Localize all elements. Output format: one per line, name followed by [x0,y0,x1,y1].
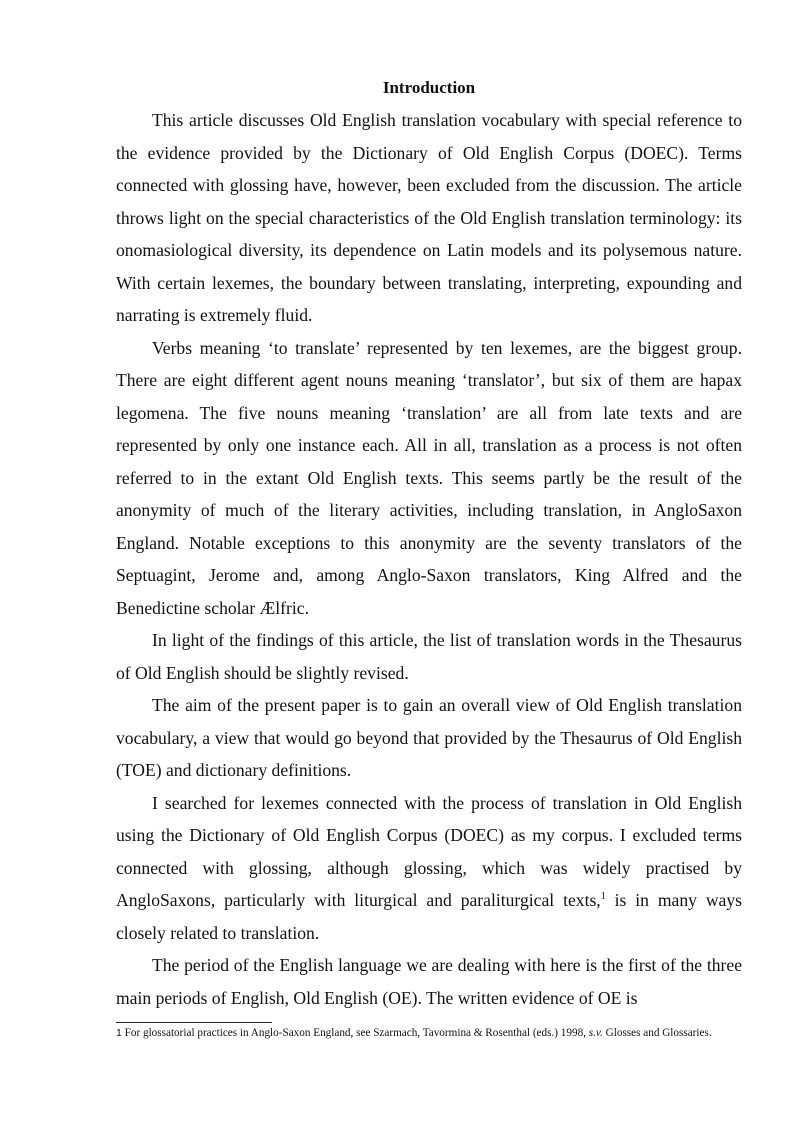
footnote-text-end: Glosses and Glossaries. [602,1027,712,1039]
paragraph-2: Verbs meaning ‘to translate’ represented by ten lexemes, are the biggest group. There are eight different agent nouns meaning ‘translator’, but six of them are hapax legomena. The five nouns meaning ‘translation’ are all from late texts and are represented by only one instance each. All in all, translation as a process is not often referred to in the extant Old English texts. This seems partly be the result of the anonymity of much of the literary activities, including translation, in AngloSaxon England. Notable exceptions to this anonymity are the seventy translators of the Septuagint, Jerome and, among Anglo-Saxon translators, King Alfred and the Benedictine scholar Ælfric. [116,337,742,618]
paragraph-3: In light of the findings of this article, the list of translation words in the Thesaurus of Old English should be slightly revised. [116,630,742,683]
footnote-text: For glossatorial practices in Anglo-Saxon England, see Szarmach, Tavormina & Rosenthal (eds.) 1998, [121,1027,589,1039]
footnote-reference[interactable]: 1 [600,891,606,903]
paragraph-6: The period of the English language we are dealing with here is the first of the three main periods of English, Old English (OE). The written evidence of OE is [116,955,742,1008]
paragraph-5 [116,787,742,950]
section-heading: Introduction [382,78,476,97]
paragraph-4: The aim of the present paper is to gain an overall view of Old English translation vocabulary, a view that would go beyond that provided by the Thesaurus of Old English (TOE) and dictionary definitions. [116,695,742,780]
paragraph-5-text: I searched for lexemes connected with the process of translation in Old English using the Dictionary of Old English Corpus (DOEC) as my corpus. I excluded terms connected with glossing, although glossing, which was widely practised by AngloSaxons, particularly with liturgical and paraliturgical texts, [116,792,742,910]
document-body [116,74,742,1014]
paragraph-1: This article discusses Old English translation vocabulary with special reference to the evidence provided by the Dictionary of Old English Corpus (DOEC). Terms connected with glossing have, however, been excluded from the discussion. The article throws light on the special characteristics of the Old English translation terminology: its onomasiological diversity, its dependence on Latin models and its polysemous nature. With certain lexemes, the boundary between translating, interpreting, expounding and narrating is extremely fluid. [116,110,742,325]
footnote [116,1026,742,1040]
footnote-divider [116,1022,272,1023]
footnote-number: 1 [116,1027,122,1039]
footnote-abbrev: s.v. [588,1027,603,1039]
paragraph-5-text-end: is in many ways closely related to translation. [116,890,742,943]
